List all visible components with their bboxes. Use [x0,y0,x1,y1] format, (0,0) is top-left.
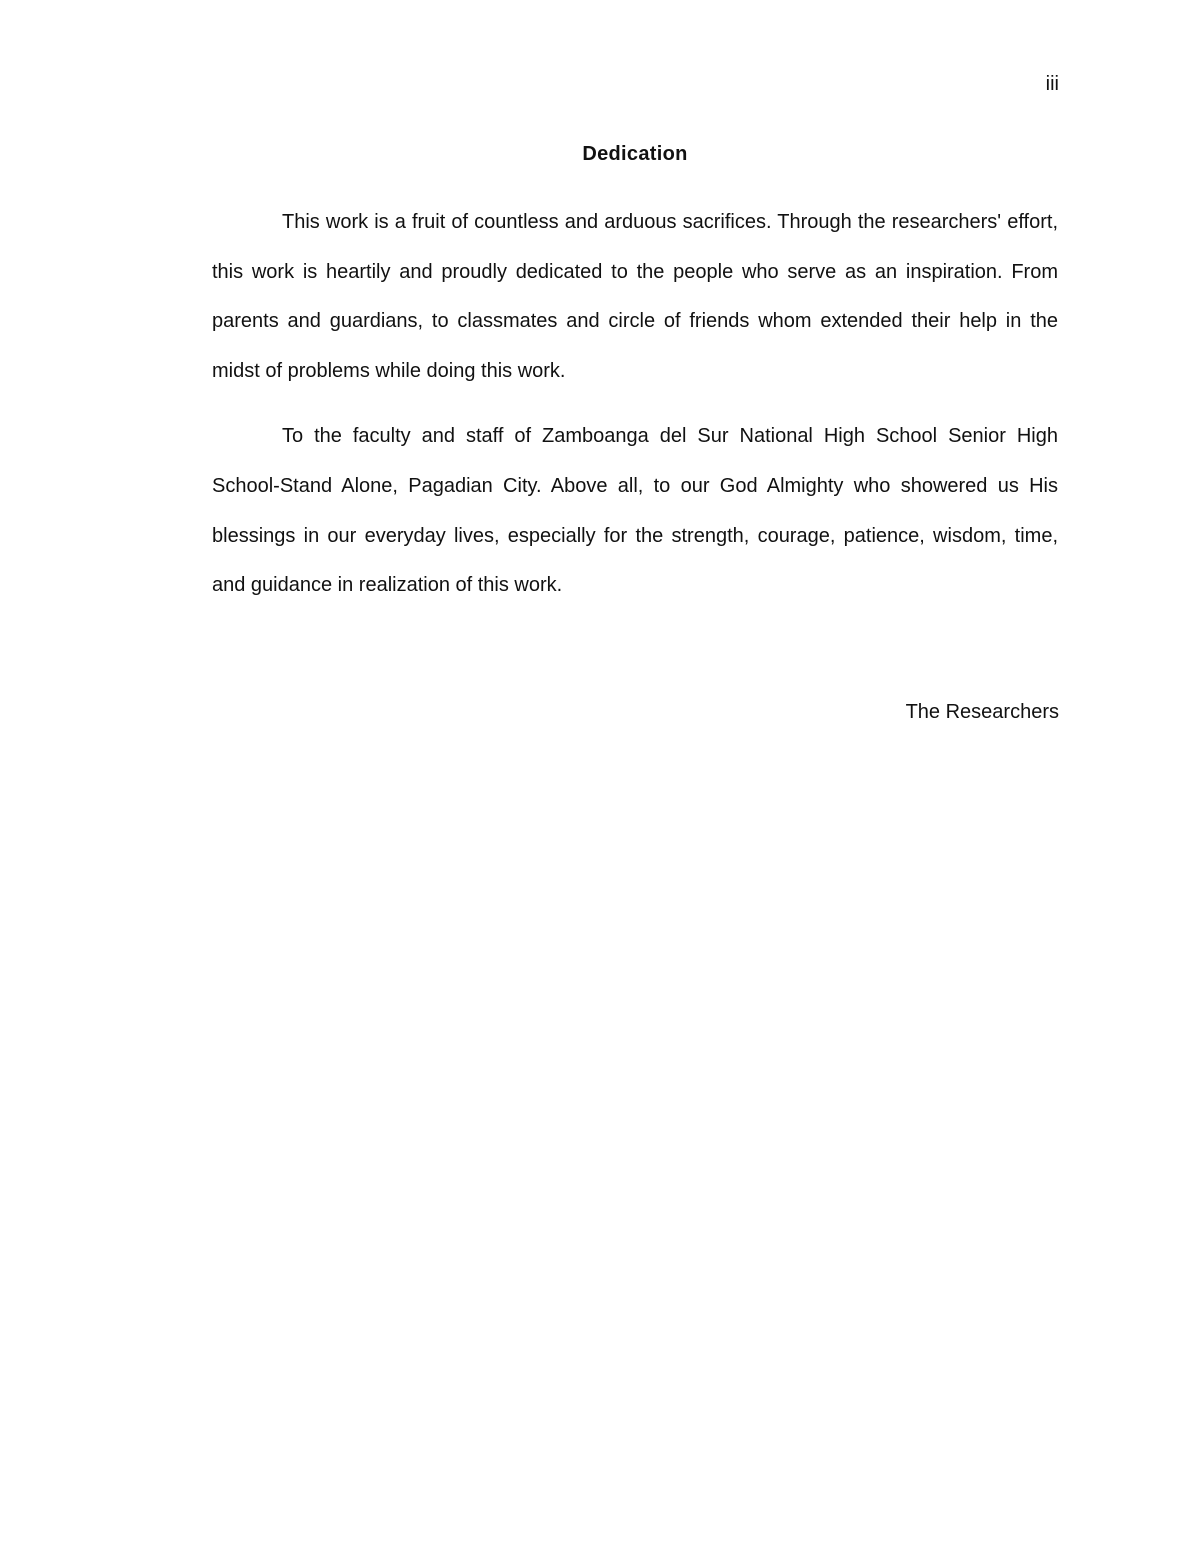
signature: The Researchers [905,701,1059,723]
page-number: iii [1045,73,1059,95]
dedication-paragraph-2: To the faculty and staff of Zamboanga del Sur National High School Senior High School-Stand Alone, Pagadian City. Above all, to our God Almighty who showered us His blessings in our everyday lives, especially for the strength, courage, patience, wisdom, time, and guidance in realization of this work. [212,425,1058,597]
dedication-paragraph-1: This work is a fruit of countless and arduous sacrifices. Through the researchers' effort, this work is heartily and proudly dedicated to the people who serve as an inspiration. From parents and guardians, to classmates and circle of friends whom extended their help in the midst of problems while doing this work. [212,211,1058,382]
page-title: Dedication [582,143,688,165]
dedication-body [212,198,1058,627]
